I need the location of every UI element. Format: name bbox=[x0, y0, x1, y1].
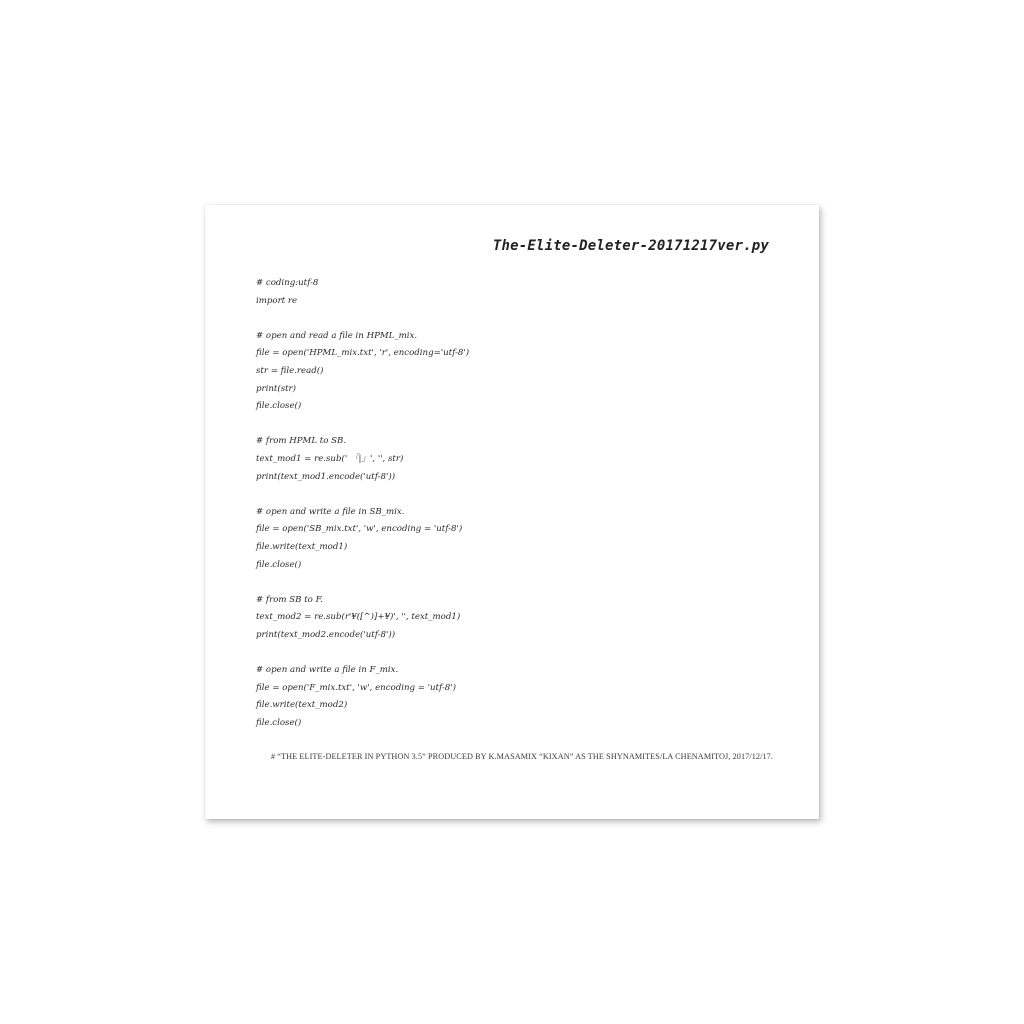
code-line: text_mod1 = re.sub(' 「|」', '', str) bbox=[256, 453, 404, 464]
code-block bbox=[256, 275, 776, 732]
code-line: str = file.read() bbox=[256, 365, 324, 376]
code-line bbox=[256, 416, 776, 434]
code-line: file = open('SB_mix.txt', 'w', encoding = 'utf-8') bbox=[256, 524, 463, 535]
code-line: # open and write a file in SB_mix. bbox=[256, 506, 405, 517]
code-line: # coding:utf-8 bbox=[256, 278, 319, 288]
file-title: The-Elite-Deleter-20171217ver.py bbox=[492, 238, 769, 254]
code-line: import re bbox=[256, 295, 298, 306]
code-line: print(str) bbox=[256, 383, 297, 394]
sticker-card bbox=[205, 205, 819, 819]
code-line: file = open('F_mix.txt', 'w', encoding = 'utf-8') bbox=[256, 682, 456, 693]
code-line: file.write(text_mod2) bbox=[256, 700, 348, 711]
code-line: # open and read a file in HPML_mix. bbox=[256, 330, 418, 341]
code-line: text_mod2 = re.sub(r'¥([^)]+¥)', '', text_mod1) bbox=[256, 612, 461, 623]
code-line bbox=[256, 486, 776, 504]
code-line: print(text_mod1.encode('utf-8')) bbox=[256, 471, 396, 482]
credit-footer: # “THE ELITE-DELETER IN PYTHON 3.5” PRODUCED BY K.MASAMIX “KIXAN” AS THE SHYNAMITES/LA CHENAMITOJ, 2017/12/17. bbox=[270, 752, 774, 761]
code-line bbox=[256, 644, 776, 662]
code-line: file.close() bbox=[256, 559, 302, 570]
code-line: print(text_mod2.encode('utf-8')) bbox=[256, 629, 396, 640]
code-line: file.close() bbox=[256, 717, 302, 728]
code-line: # from HPML to SB. bbox=[256, 436, 347, 447]
code-line bbox=[256, 574, 776, 592]
code-line: # from SB to F. bbox=[256, 594, 323, 605]
code-line: file.close() bbox=[256, 401, 302, 412]
code-line: file.write(text_mod1) bbox=[256, 541, 348, 552]
code-line: # open and write a file in F_mix. bbox=[256, 665, 399, 676]
code-line: file = open('HPML_mix.txt', 'r', encoding='utf-8') bbox=[256, 348, 470, 359]
code-line bbox=[256, 310, 776, 328]
